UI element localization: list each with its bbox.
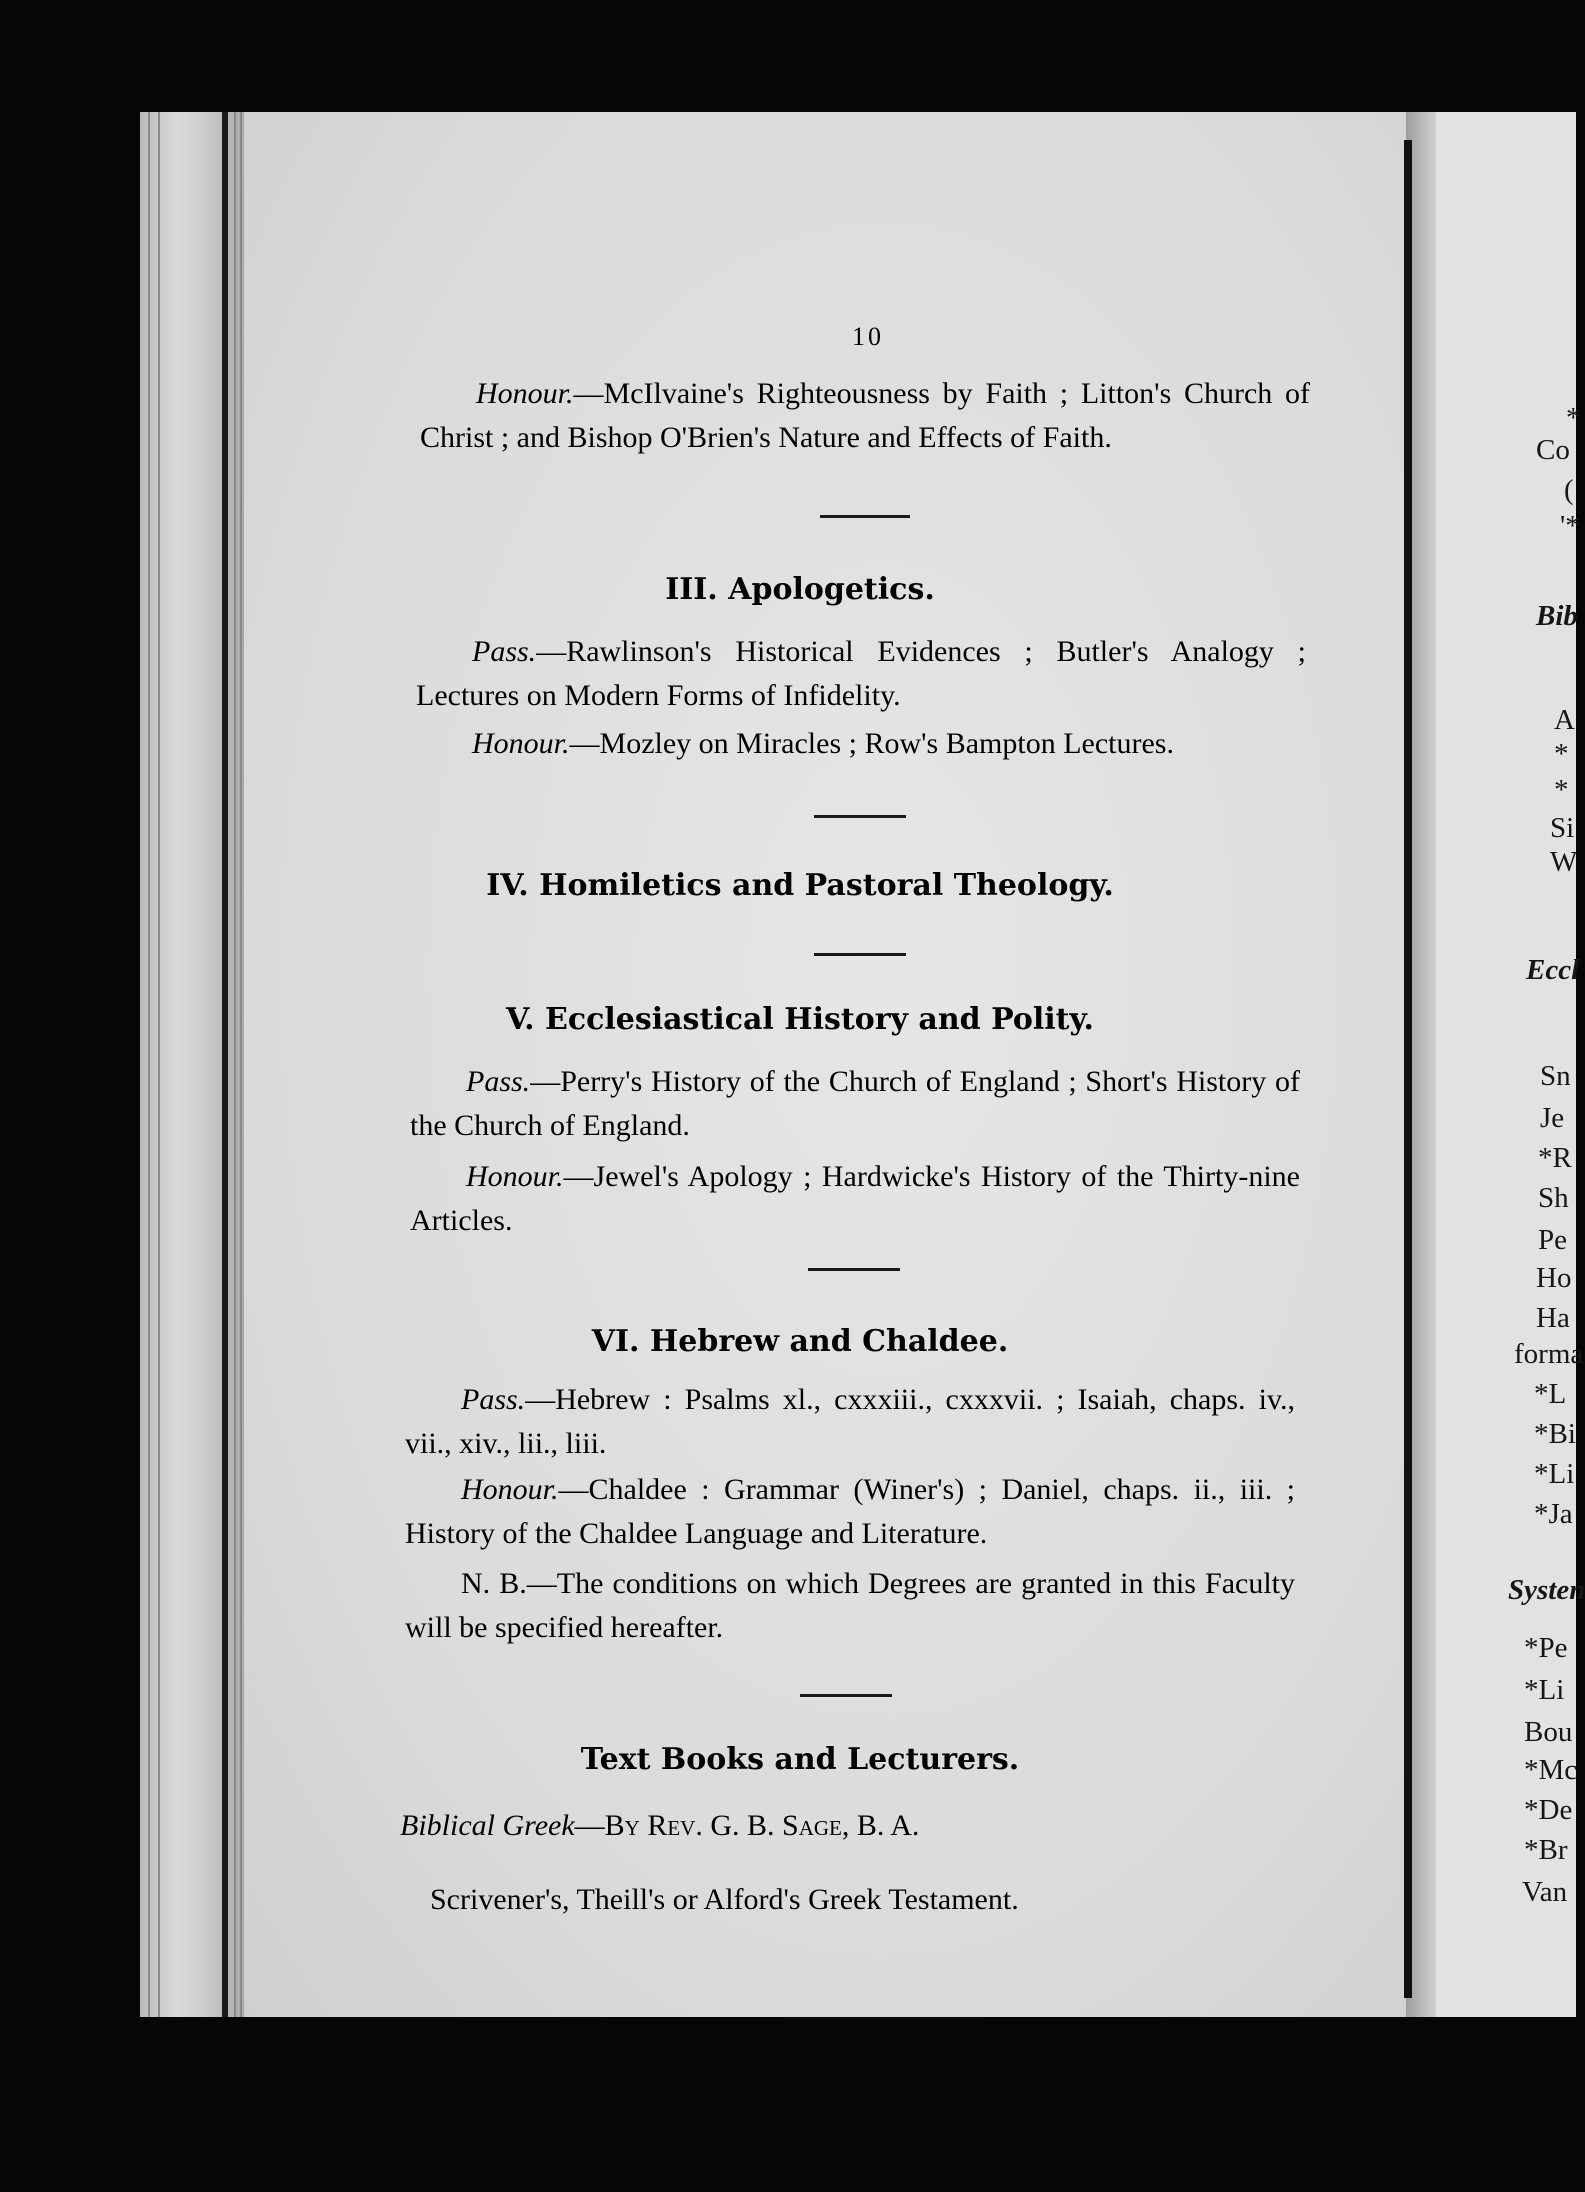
hebrew-pass-paragraph xyxy=(405,1378,1295,1466)
biblical-greek-label: Biblical Greek xyxy=(400,1809,575,1842)
np-fragment: *De xyxy=(1524,1794,1573,1826)
np-fragment: Ho xyxy=(1536,1262,1572,1294)
honour-text: —Jewel's Apology ; Hardwicke's History of the Thirty-nine Articles. xyxy=(410,1160,1300,1237)
page-number: 10 xyxy=(852,322,884,351)
honour-label: Honour. xyxy=(472,727,570,760)
apologetics-honour-paragraph xyxy=(416,722,1306,766)
honour-faith-paragraph xyxy=(420,372,1310,460)
apologetics-pass-paragraph xyxy=(416,630,1306,718)
np-fragment: ( xyxy=(1564,474,1574,506)
np-fragment: *Pe xyxy=(1524,1632,1568,1664)
pass-label: Pass. xyxy=(461,1383,526,1416)
np-fragment: A xyxy=(1554,704,1575,736)
np-fragment: Eccl xyxy=(1526,954,1580,986)
np-fragment: *Li xyxy=(1534,1458,1575,1490)
np-fragment: Bou xyxy=(1524,1716,1573,1748)
np-fragment: Si xyxy=(1550,812,1575,844)
np-fragment: Bib xyxy=(1536,600,1578,632)
np-fragment: Systen xyxy=(1508,1574,1585,1606)
np-fragment: Sn xyxy=(1540,1060,1571,1092)
pass-label: Pass. xyxy=(466,1065,531,1098)
np-fragment: W xyxy=(1550,846,1578,878)
section-divider xyxy=(800,1694,892,1697)
honour-text: —Mozley on Miracles ; Row's Bampton Lectures. xyxy=(569,727,1174,760)
np-fragment: *L xyxy=(1534,1378,1567,1410)
testament-line xyxy=(430,1878,1330,1922)
np-fragment: Pe xyxy=(1538,1224,1567,1256)
lecturer-text: —By Rev. G. B. Sage, B. A. xyxy=(574,1809,920,1842)
honour-text: —Chaldee : Grammar (Winer's) ; Daniel, chaps. ii., iii. ; History of the Chaldee Language and Literature. xyxy=(405,1473,1295,1550)
pass-label: Pass. xyxy=(472,635,537,668)
section-divider xyxy=(814,953,906,956)
page-stack-edge xyxy=(140,112,244,2017)
hebrew-heading: VI. Hebrew and Chaldee. xyxy=(591,1324,1009,1359)
text-books-heading: Text Books and Lecturers. xyxy=(580,1742,1020,1777)
np-fragment: Co xyxy=(1536,434,1570,466)
hebrew-honour-paragraph xyxy=(405,1468,1295,1556)
next-page-edge xyxy=(1436,112,1585,2017)
np-fragment: Sh xyxy=(1538,1182,1569,1214)
biblical-greek-line xyxy=(400,1804,1300,1848)
ecclesiastical-honour-paragraph xyxy=(410,1155,1300,1243)
np-fragment: '* xyxy=(1560,510,1580,542)
section-divider xyxy=(814,815,906,818)
homiletics-heading: IV. Homiletics and Pastoral Theology. xyxy=(486,868,1114,903)
np-fragment: *Mc xyxy=(1524,1754,1578,1786)
gutter-line xyxy=(1404,140,1412,1998)
pass-text: —Perry's History of the Church of England ; Short's History of the Church of England. xyxy=(410,1065,1300,1142)
np-fragment: Je xyxy=(1540,1102,1565,1134)
np-fragment: * xyxy=(1554,738,1569,770)
np-fragment: * xyxy=(1566,402,1581,434)
honour-text: —McIlvaine's Righteousness by Faith ; Litton's Church of Christ ; and Bishop O'Brien's Nature and Effects of Faith. xyxy=(420,377,1310,454)
np-fragment: Van xyxy=(1522,1876,1568,1908)
testament-text: Scrivener's, Theill's or Alford's Greek Testament. xyxy=(430,1883,1019,1916)
note-text: N. B.—The conditions on which Degrees are granted in this Faculty will be specified hereafter. xyxy=(405,1567,1295,1644)
pass-text: —Hebrew : Psalms xl., cxxxiii., cxxxvii. ; Isaiah, chaps. iv., vii., xiv., lii., liii. xyxy=(405,1383,1295,1460)
ecclesiastical-pass-paragraph xyxy=(410,1060,1300,1148)
pass-text: —Rawlinson's Historical Evidences ; Butler's Analogy ; Lectures on Modern Forms of Infidelity. xyxy=(416,635,1306,712)
honour-label: Honour. xyxy=(461,1473,559,1506)
ecclesiastical-heading: V. Ecclesiastical History and Polity. xyxy=(506,1002,1094,1037)
apologetics-heading: III. Apologetics. xyxy=(665,572,935,607)
np-fragment: *Br xyxy=(1524,1834,1568,1866)
np-fragment: * xyxy=(1554,774,1569,806)
np-fragment: *Li xyxy=(1524,1674,1565,1706)
np-fragment: forma xyxy=(1514,1338,1584,1370)
honour-label: Honour. xyxy=(466,1160,564,1193)
honour-label: Honour. xyxy=(476,377,574,410)
hebrew-note-paragraph xyxy=(405,1562,1295,1650)
np-fragment: *R xyxy=(1538,1142,1572,1174)
np-fragment: Ha xyxy=(1536,1302,1570,1334)
np-fragment: *Ja xyxy=(1534,1498,1573,1530)
section-divider xyxy=(820,515,910,518)
np-fragment: *Bi xyxy=(1534,1418,1576,1450)
section-divider xyxy=(808,1268,900,1271)
